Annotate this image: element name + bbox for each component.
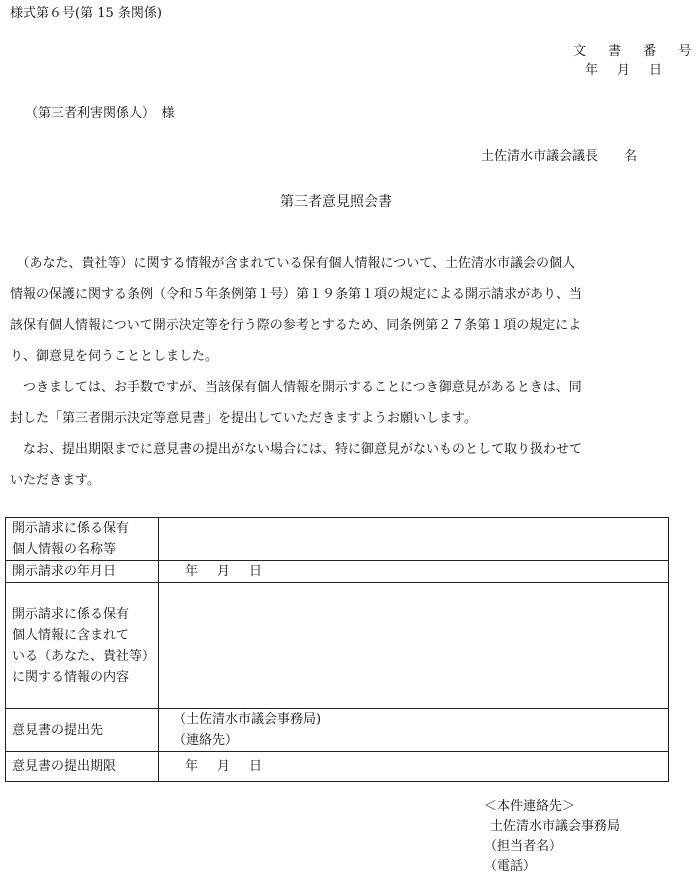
row-label: 開示請求の年月日 (6, 561, 159, 583)
row-label: 開示請求に係る保有 個人情報の名称等 (6, 518, 159, 561)
request-date-field[interactable]: 年 月 日 (159, 561, 669, 583)
paragraph-line: り、御意見を伺うこととしました。 (10, 349, 219, 364)
info-name-field[interactable] (159, 518, 669, 561)
table-row (6, 583, 669, 709)
body-paragraph-3 (10, 434, 665, 496)
contact-phone: （電話） (484, 859, 537, 874)
table-row (6, 709, 669, 752)
contact-block (484, 797, 620, 877)
submission-deadline-field[interactable]: 年 月 日 (159, 752, 669, 782)
paragraph-line: なお、提出期限までに意見書の提出がない場合には、特に御意見がないものとして取り扱わせて (23, 442, 583, 457)
paragraph-line: つきましては、お手数ですが、当該保有個人情報を開示することにつき御意見があるときは、同 (23, 380, 582, 395)
body-paragraph-1 (10, 248, 665, 372)
form-label: 様式第６号(第 15 条関係) (10, 6, 162, 21)
addressee: （第三者利害関係人） 様 (25, 106, 175, 121)
row-label: 開示請求に係る保有 個人情報に含まれて いる（あなた、貴社等） に関する情報の内容 (6, 583, 159, 709)
paragraph-line: 該保有個人情報について開示決定等を行う際の参考とするため、同条例第２７条第１項の規定によ (10, 318, 582, 333)
paragraph-line: いただきます。 (10, 473, 100, 488)
table-row (6, 561, 669, 583)
document-title: 第三者意見照会書 (280, 194, 392, 210)
contact-heading: ＜本件連絡先＞ (484, 799, 576, 814)
submission-destination-field[interactable]: （土佐清水市議会事務局) （連絡先） (159, 709, 669, 752)
paragraph-line: （あなた、貴社等）に関する情報が含まれている保有個人情報について、土佐清水市議会の個人 (23, 256, 575, 271)
table-row (6, 518, 669, 561)
row-label: 意見書の提出先 (6, 709, 159, 752)
paragraph-line: 封した「第三者開示決定等意見書」を提出していただきますようお願いします。 (10, 411, 477, 426)
sender: 土佐清水市議会議長 名 (481, 149, 638, 164)
information-table (5, 517, 669, 782)
info-content-field[interactable] (159, 583, 669, 709)
paragraph-line: 情報の保護に関する条例（令和５年条例第１号）第１９条第１項の規定による開示請求があり、当 (10, 287, 583, 302)
contact-office: 土佐清水市議会事務局 (490, 819, 621, 834)
document-date-label: 年 月 日 (585, 63, 666, 78)
row-label: 意見書の提出期限 (6, 752, 159, 782)
document-number-label: 文 書 番 号 (573, 44, 700, 59)
body-paragraph-2 (10, 372, 665, 434)
contact-person: （担当者名） (484, 839, 563, 854)
table-row (6, 752, 669, 782)
